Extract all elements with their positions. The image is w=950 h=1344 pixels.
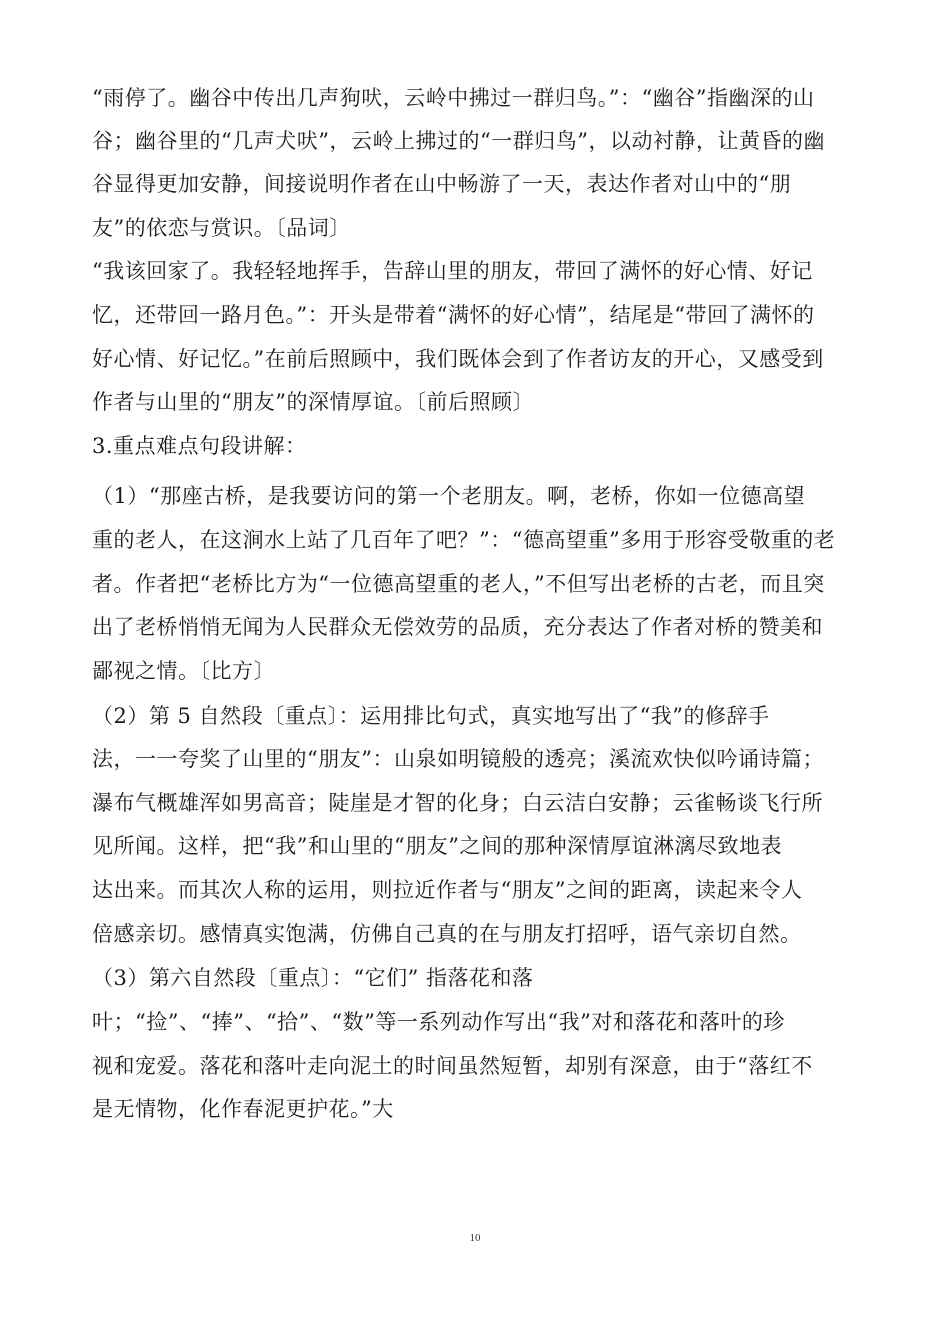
- text-line: 瀑布气概雄浑如男高音；陡崖是才智的化身；白云洁白安静；云雀畅谈飞行所: [92, 791, 823, 815]
- text-line: 达出来。而其次人称的运用，则拉近作者与“朋友”之间的距离，读起来令人: [92, 878, 803, 902]
- text-line: 谷显得更加安静，间接说明作者在山中畅游了一天，表达作者对山中的“朋: [92, 172, 792, 196]
- text-line: 作者与山里的“朋友”的深情厚谊。〔前后照顾〕: [92, 390, 534, 414]
- page-number: 10: [469, 1232, 481, 1244]
- text-line: 友”的依恋与赏识。〔品词〕: [92, 216, 351, 240]
- text-line: “雨停了。幽谷中传出几声狗吠，云岭中拂过一群归鸟。”：“幽谷”指幽深的山: [92, 86, 815, 110]
- text-line: 忆，还带回一路月色。”：开头是带着“满怀的好心情”，结尾是“带回了满怀的: [92, 303, 815, 327]
- text-line: 法，一一夸奖了山里的“朋友”：山泉如明镜般的透亮；溪流欢快似吟诵诗篇；: [92, 747, 824, 771]
- text-line: 是无情物，化作春泥更护花。”大: [92, 1097, 394, 1121]
- text-line: 叶；“捡”、“捧”、“拾”、“数”等一系列动作写出“我”对和落花和落叶的珍: [92, 1010, 785, 1034]
- text-line: （1）“那座古桥，是我要访问的第一个老朋友。啊，老桥，你如一位德高望: [92, 484, 806, 508]
- text-line: 视和宠爱。落花和落叶走向泥土的时间虽然短暂，却别有深意，由于“落红不: [92, 1054, 813, 1078]
- text-line: 者。作者把“老桥比方为“一位德高望重的老人，”不但写出老桥的古老，而且突: [92, 572, 825, 596]
- text-line: 谷；幽谷里的“几声犬吠”，云岭上拂过的“一群归鸟”，以动衬静，让黄昏的幽: [92, 129, 825, 153]
- text-line: 重的老人，在这涧水上站了几百年了吧？”：“德高望重”多用于形容受敬重的老: [92, 528, 836, 552]
- section-heading: 3.重点难点句段讲解：: [92, 434, 307, 458]
- text-line: 好心情、好记忆。”在前后照顾中，我们既体会到了作者访友的开心，又感受到: [92, 347, 824, 371]
- text-line: “我该回家了。我轻轻地挥手，告辞山里的朋友，带回了满怀的好心情、好记: [92, 259, 813, 283]
- text-line: （2）第 5 自然段〔重点〕：运用排比句式，真实地写出了“我”的修辞手: [92, 704, 770, 728]
- text-line: 出了老桥悄悄无闻为人民群众无偿效劳的品质，充分表达了作者对桥的赞美和: [92, 615, 823, 639]
- text-line: （3）第六自然段〔重点〕：“它们” 指落花和落: [92, 966, 534, 990]
- text-line: 见所闻。这样，把“我”和山里的“朋友”之间的那种深情厚谊淋漓尽致地表: [92, 834, 782, 858]
- text-line: 倍感亲切。感情真实饱满，仿佛自己真的在与朋友打招呼，语气亲切自然。: [92, 922, 802, 946]
- text-line: 鄙视之情。〔比方〕: [92, 659, 275, 683]
